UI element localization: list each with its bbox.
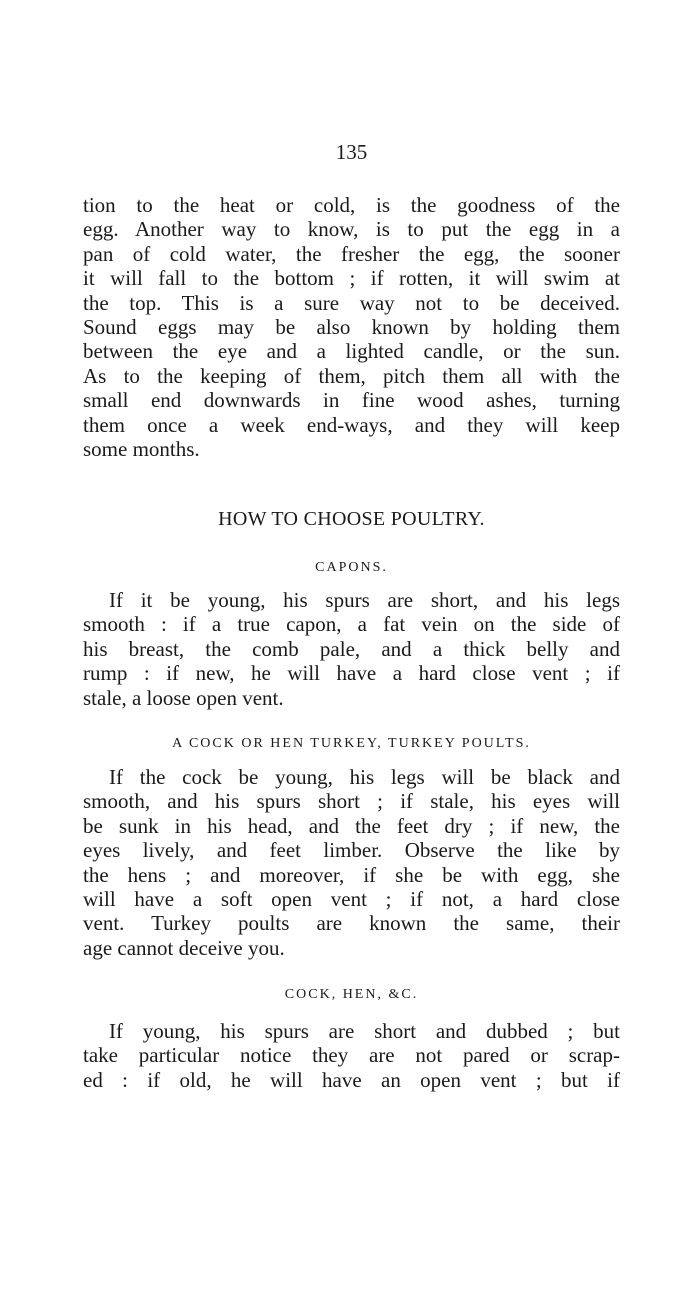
text-line: some months. bbox=[83, 436, 200, 461]
subheading-cock-hen: COCK, HEN, &C. bbox=[284, 987, 419, 1002]
paragraph-eggs bbox=[83, 193, 620, 461]
text-line: stale, a loose open vent. bbox=[83, 685, 284, 710]
text-line: egg. Another way to know, is to put the egg in a bbox=[83, 217, 620, 242]
text-line: If the cock be young, his legs will be black and bbox=[109, 765, 620, 789]
text-line: small end downwards in fine wood ashes, turning bbox=[83, 388, 620, 413]
text-line: If young, his spurs are short and dubbed ; but bbox=[109, 1019, 620, 1043]
text-line: will have a soft open vent ; if not, a hard close bbox=[83, 886, 620, 911]
paragraph-turkey bbox=[83, 765, 620, 960]
text-line: eyes lively, and feet limber. Observe the like by bbox=[83, 838, 620, 863]
text-line: As to the keeping of them, pitch them all with the bbox=[83, 363, 620, 388]
text-line: be sunk in his head, and the feet dry ; if new, the bbox=[83, 813, 620, 838]
subheading-capons: CAPONS. bbox=[315, 560, 388, 575]
text-line: tion to the heat or cold, is the goodness of the bbox=[83, 193, 620, 217]
text-line: between the eye and a lighted candle, or the sun. bbox=[83, 339, 620, 364]
text-line: the top. This is a sure way not to be deceived. bbox=[83, 290, 620, 315]
page-number: 135 bbox=[335, 140, 368, 164]
text-line: Sound eggs may be also known by holding them bbox=[83, 314, 620, 339]
text-line: smooth, and his spurs short ; if stale, his eyes will bbox=[83, 789, 620, 814]
paragraph-cock-hen bbox=[83, 1019, 620, 1092]
section-heading: HOW TO CHOOSE POULTRY. bbox=[218, 508, 485, 530]
text-line: age cannot deceive you. bbox=[83, 935, 285, 960]
text-line: take particular notice they are not pared or scrap- bbox=[83, 1043, 620, 1068]
text-line: the hens ; and moreover, if she be with egg, she bbox=[83, 862, 620, 887]
text-line: his breast, the comb pale, and a thick belly and bbox=[83, 636, 620, 661]
text-line: If it be young, his spurs are short, and his legs bbox=[109, 588, 620, 612]
text-line: pan of cold water, the fresher the egg, the sooner bbox=[83, 241, 620, 266]
subheading-turkey: A COCK OR HEN TURKEY, TURKEY POULTS. bbox=[172, 736, 531, 751]
text-line: them once a week end-ways, and they will keep bbox=[83, 412, 620, 437]
text-line: smooth : if a true capon, a fat vein on the side of bbox=[83, 612, 620, 637]
text-line: it will fall to the bottom ; if rotten, it will swim at bbox=[83, 266, 620, 291]
paragraph-capons bbox=[83, 588, 620, 710]
text-line: rump : if new, he will have a hard close vent ; if bbox=[83, 661, 620, 686]
text-line: ed : if old, he will have an open vent ; but if bbox=[83, 1067, 620, 1092]
text-line: vent. Turkey poults are known the same, their bbox=[83, 911, 620, 936]
